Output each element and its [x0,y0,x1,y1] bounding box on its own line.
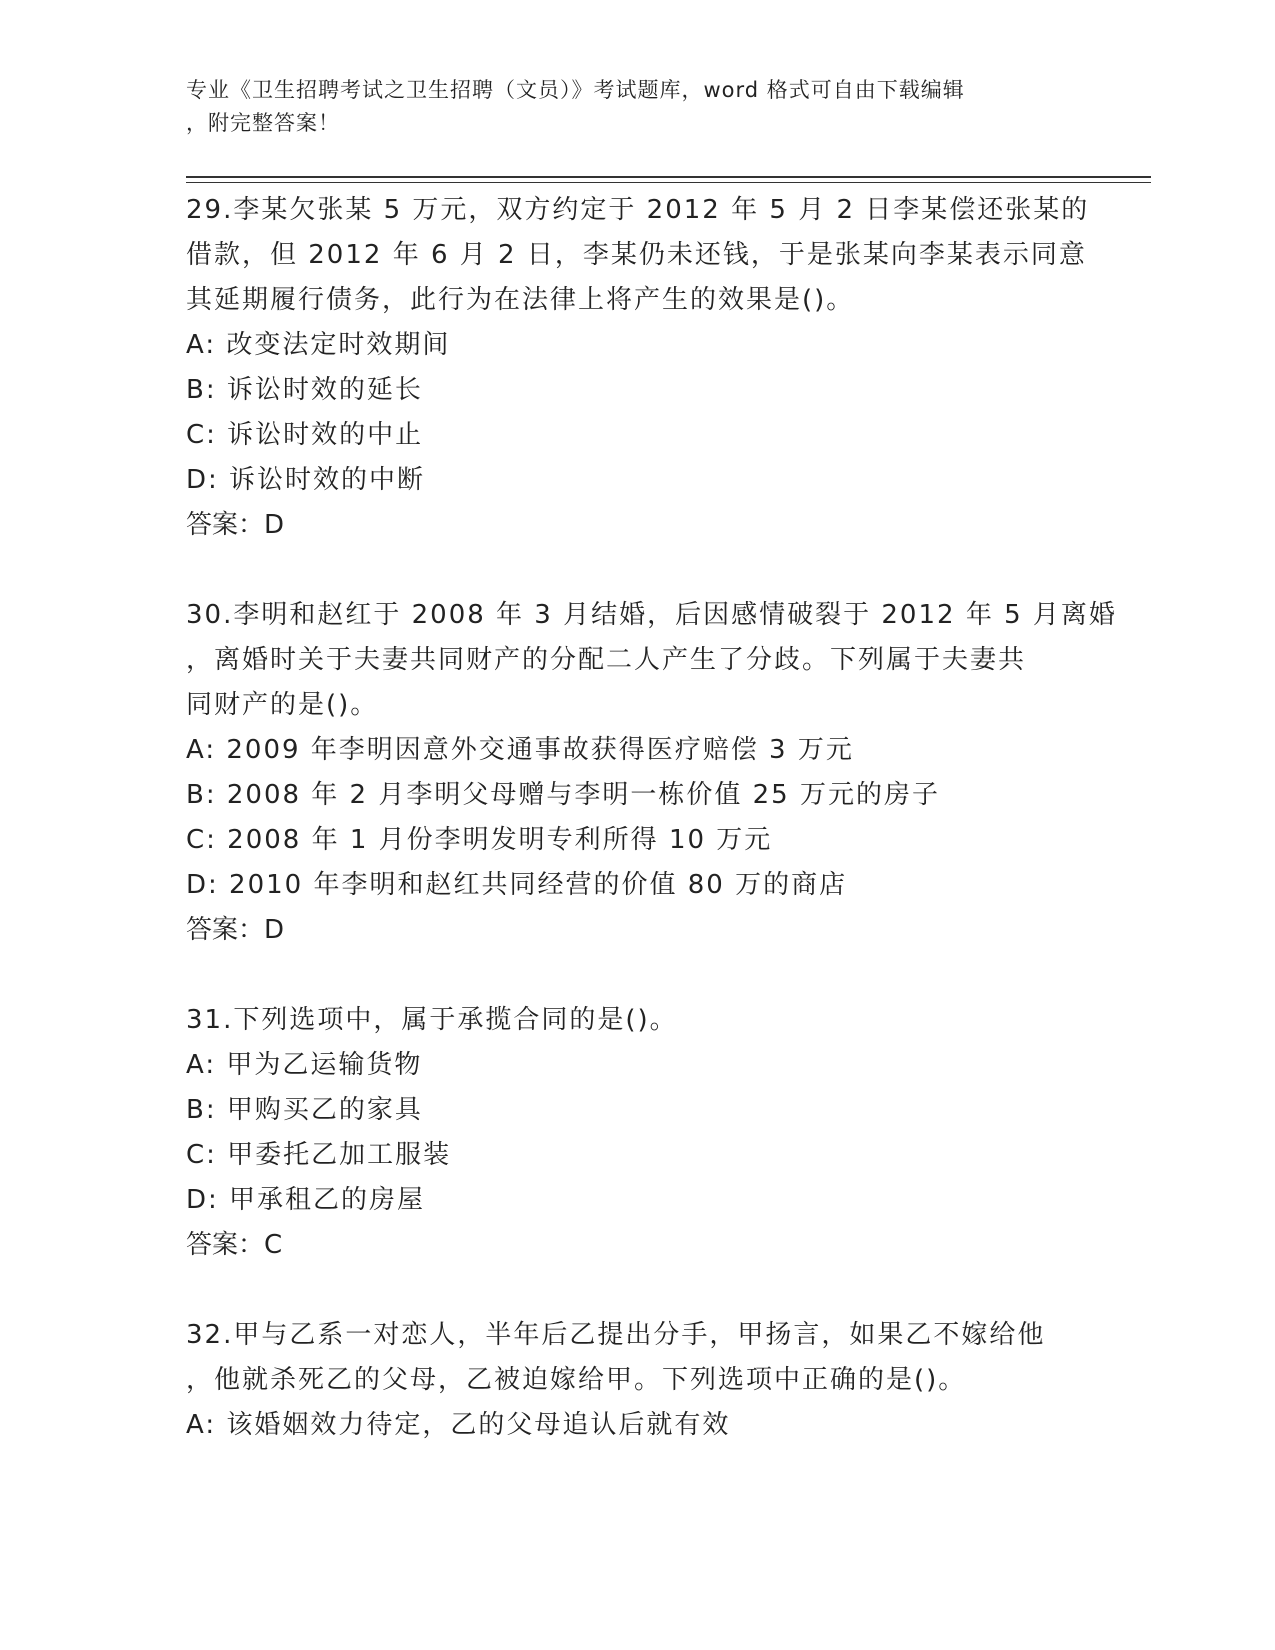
answer-label: 答案：C [186,1230,283,1260]
question-stem-line: 32.甲与乙系一对恋人，半年后乙提出分手，甲扬言，如果乙不嫁给他 [186,1320,1046,1350]
question-stem-line: 30.李明和赵红于 2008 年 3 月结婚，后因感情破裂于 2012 年 5 月离婚 [186,600,1117,630]
option-d: D: 2010 年李明和赵红共同经营的价值 80 万的商店 [186,870,848,900]
question-stem-line: 31.下列选项中，属于承揽合同的是()。 [186,1005,678,1035]
option-c: C: 甲委托乙加工服装 [186,1140,452,1170]
option-a: A: 甲为乙运输货物 [186,1050,423,1080]
option-a: A: 2009 年李明因意外交通事故获得医疗赔偿 3 万元 [186,735,854,765]
option-c: C: 诉讼时效的中止 [186,420,424,450]
option-d: D: 甲承租乙的房屋 [186,1185,426,1215]
question-31 [186,998,1086,1268]
document-header [186,74,1066,140]
question-stem-line: ，他就杀死乙的父母，乙被迫嫁给甲。下列选项中正确的是()。 [186,1365,967,1395]
answer-label: 答案：D [186,510,285,540]
header-divider-thick [186,176,1151,178]
answer-label: 答案：D [186,915,285,945]
question-stem-line: 借款，但 2012 年 6 月 2 日，李某仍未还钱，于是张某向李某表示同意 [186,240,1087,270]
option-b: B: 2008 年 2 月李明父母赠与李明一栋价值 25 万元的房子 [186,780,940,810]
question-list [186,188,1117,1448]
option-a: A: 该婚姻效力待定，乙的父母追认后就有效 [186,1410,731,1440]
option-a: A: 改变法定时效期间 [186,330,451,360]
option-b: B: 甲购买乙的家具 [186,1095,423,1125]
question-stem-line: 29.李某欠张某 5 万元，双方约定于 2012 年 5 月 2 日李某偿还张某的 [186,195,1090,225]
question-30 [186,593,1117,953]
header-divider-thin [186,182,1151,183]
option-d: D: 诉讼时效的中断 [186,465,426,495]
header-line-1: 专业《卫生招聘考试之卫生招聘（文员）》考试题库，word 格式可自由下载编辑 [186,78,965,102]
question-stem-line: 同财产的是()。 [186,690,379,720]
question-29 [186,188,1090,548]
question-stem-line: 其延期履行债务，此行为在法律上将产生的效果是()。 [186,285,855,315]
header-line-2: ，附完整答案！ [186,111,340,135]
question-32 [186,1313,1086,1448]
option-b: B: 诉讼时效的延长 [186,375,423,405]
option-c: C: 2008 年 1 月份李明发明专利所得 10 万元 [186,825,773,855]
question-stem-line: ，离婚时关于夫妻共同财产的分配二人产生了分歧。下列属于夫妻共 [186,645,1027,675]
